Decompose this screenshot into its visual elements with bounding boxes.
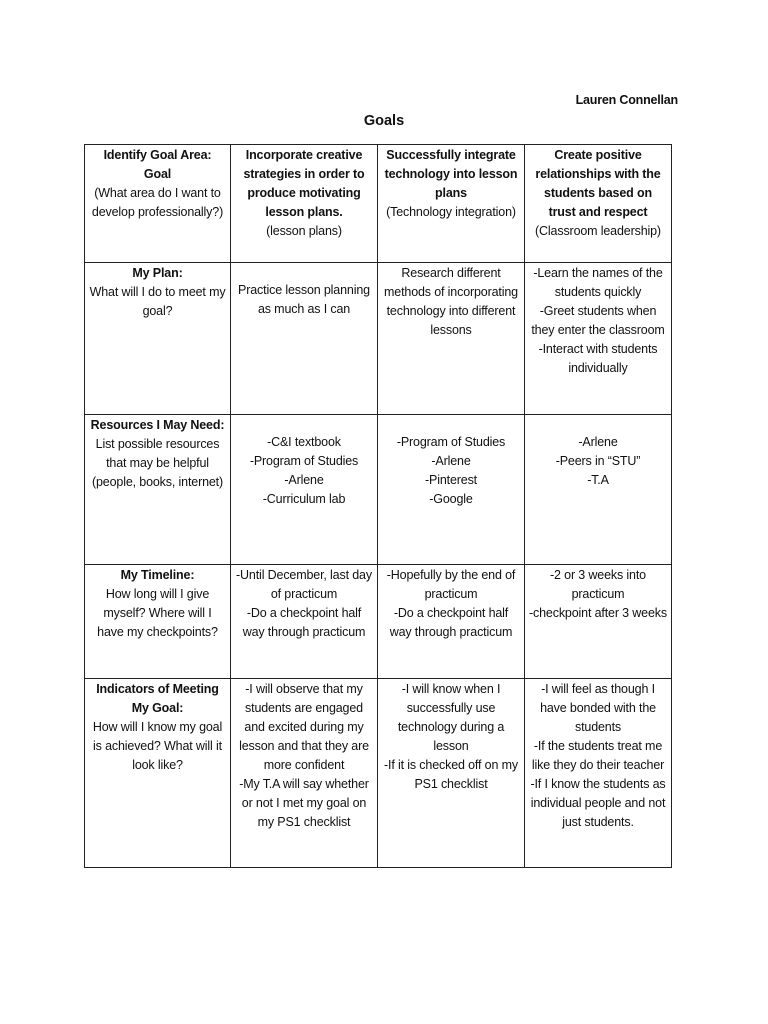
cell-line: -Arlene <box>431 454 471 468</box>
row-label-title: Indicators of Meeting My Goal: <box>96 682 219 715</box>
cell-line: -Learn the names of the students quickly <box>533 266 663 299</box>
cell-line: Research different methods of incorporating technology into different lessons <box>384 266 518 337</box>
timeline-cell-2 <box>378 565 525 679</box>
goal-cell-leadership <box>525 145 672 263</box>
cell-line: -Arlene <box>284 473 324 487</box>
row-label-description: List possible resources that may be helpful (people, books, internet) <box>91 437 224 489</box>
cell-line: -I will observe that my students are engaged and excited during my lesson and that they are more confident <box>239 682 369 772</box>
indicators-cell-1 <box>231 679 378 868</box>
row-label-description: (What area do I want to develop professionally?) <box>91 186 224 219</box>
cell-line: -C&I textbook <box>267 435 341 449</box>
goal-category: (lesson plans) <box>266 224 342 238</box>
cell-line: -If the students treat me like they do their teacher <box>531 739 665 772</box>
cell-line: -T.A <box>587 473 609 487</box>
row-label-description: How long will I give myself? Where will I have my checkpoints? <box>97 587 218 639</box>
cell-line: -My T.A will say whether or not I met my goal on my PS1 checklist <box>239 777 369 829</box>
cell-line: -I will feel as though I have bonded with the students <box>540 682 656 734</box>
cell-line: -Pinterest <box>425 473 477 487</box>
cell-line: -I will know when I successfully use technology during a lesson <box>397 682 505 753</box>
resources-cell-2 <box>378 415 525 565</box>
indicators-cell-2 <box>378 679 525 868</box>
resources-cell-1 <box>231 415 378 565</box>
page-title: Goals <box>363 113 405 129</box>
table-row-timeline <box>85 565 672 679</box>
row-label-title: Resources I May Need: <box>90 418 225 432</box>
row-label-timeline <box>85 565 231 679</box>
row-label-indicators <box>85 679 231 868</box>
goal-cell-technology <box>378 145 525 263</box>
cell-line: -Do a checkpoint half way through practicum <box>242 606 366 639</box>
goal-category: (Classroom leadership) <box>535 224 661 238</box>
timeline-cell-3 <box>525 565 672 679</box>
table-row-resources <box>85 415 672 565</box>
table-row-plan <box>85 263 672 415</box>
row-label-title: My Timeline: <box>120 568 195 582</box>
cell-line: -Greet students when they enter the classroom <box>531 304 665 337</box>
cell-line: -Do a checkpoint half way through practicum <box>389 606 513 639</box>
goal-category: (Technology integration) <box>386 205 516 219</box>
timeline-cell-1 <box>231 565 378 679</box>
cell-line: -checkpoint after 3 weeks <box>529 606 667 620</box>
row-label-description: What will I do to meet my goal? <box>89 285 226 318</box>
cell-line: -Peers in “STU” <box>555 454 641 468</box>
table-row-indicators <box>85 679 672 868</box>
row-label-plan <box>85 263 231 415</box>
row-label-resources <box>85 415 231 565</box>
cell-line: -Interact with students individually <box>538 342 658 375</box>
plan-cell-1 <box>231 263 378 415</box>
goal-cell-lesson-plans <box>231 145 378 263</box>
cell-line: -Hopefully by the end of practicum <box>386 568 516 601</box>
cell-line: -If it is checked off on my PS1 checklist <box>384 758 518 791</box>
row-label-title: My Plan: <box>132 266 183 280</box>
row-label-goal-area <box>85 145 231 263</box>
cell-line: -Arlene <box>578 435 618 449</box>
cell-line: -Program of Studies <box>249 454 359 468</box>
plan-cell-2 <box>378 263 525 415</box>
row-label-description: How will I know my goal is achieved? What will it look like? <box>92 720 223 772</box>
cell-line: -Curriculum lab <box>262 492 346 506</box>
cell-line: -Program of Studies <box>396 435 506 449</box>
goal-statement: Successfully integrate technology into lesson plans <box>384 148 518 200</box>
table-row-goal-area <box>85 145 672 263</box>
cell-line: -If I know the students as individual people and not just students. <box>530 777 666 829</box>
row-label-title: Identify Goal Area: Goal <box>103 148 212 181</box>
indicators-cell-3 <box>525 679 672 868</box>
resources-cell-3 <box>525 415 672 565</box>
cell-line: -2 or 3 weeks into practicum <box>550 568 646 601</box>
goal-statement: Create positive relationships with the students based on trust and respect <box>535 148 661 219</box>
goal-statement: Incorporate creative strategies in order to produce motivating lesson plans. <box>243 148 365 219</box>
cell-line: -Until December, last day of practicum <box>236 568 372 601</box>
cell-line: Practice lesson planning as much as I can <box>238 283 370 316</box>
goals-table <box>84 144 672 868</box>
plan-cell-3 <box>525 263 672 415</box>
author-name: Lauren Connellan <box>575 93 678 107</box>
cell-line: -Google <box>429 492 473 506</box>
